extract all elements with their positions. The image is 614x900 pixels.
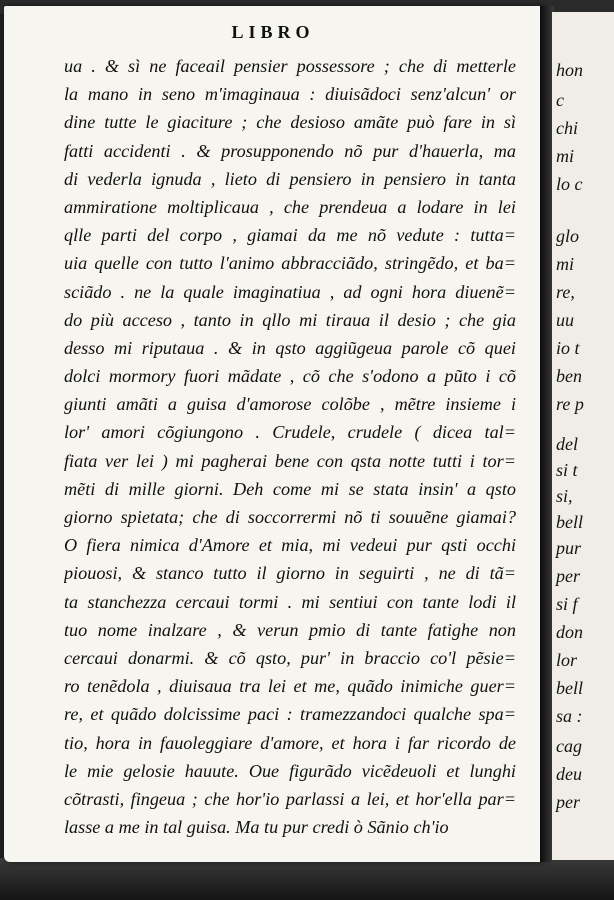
facing-page-fragment: re p [556, 394, 584, 414]
facing-page-fragment: per [556, 566, 580, 586]
facing-page-fragment: del [556, 434, 578, 454]
text-line: piouosi, & stanco tutto il giorno in seguirti , ne di tã= [64, 563, 516, 584]
text-line: ammiratione moltiplicaua , che prendeua a lodare in lei [64, 196, 516, 217]
text-line: tio, hora in fauoleggiare d'amore, et hora i far ricordo de [64, 732, 516, 753]
facing-page-fragment: mi [556, 254, 574, 274]
text-line: la mano in seno m'imaginaua : diuisãdoci senz'alcun' or [64, 84, 516, 105]
text-line: re, et quãdo dolcissime paci : tramezzandoci qualche spa= [64, 704, 516, 725]
text-line: tuo nome inalzare , & verun pmio di tante fatighe non [64, 619, 516, 640]
facing-page-fragment: si, [556, 486, 573, 506]
facing-page-fragment: hon [556, 60, 583, 80]
text-line: giorno spietata; che di soccorrermi nõ ti souuẽne giamai? [64, 507, 516, 527]
running-head: LIBRO [231, 22, 315, 42]
facing-page-fragment: glo [556, 226, 580, 246]
scan-border-bottom [0, 858, 614, 900]
facing-page-fragment: uu [556, 310, 574, 330]
text-line: cõtrasti, fingeua ; che hor'io parlassi a lei, et hor'ella par= [64, 788, 516, 809]
facing-page-fragment: bell [556, 512, 583, 532]
text-line: mẽti di mille giorni. Deh come mi se stata insin' a qsto [64, 478, 516, 499]
text-line: giunti amãti a guisa d'amorose colõbe , mẽtre insieme i [64, 394, 516, 415]
facing-page-edge [552, 12, 614, 860]
facing-page-fragment: sa : [556, 706, 583, 726]
text-line: fiata ver lei ) mi pagherai bene con qsta notte tutti i tor= [64, 450, 516, 471]
text-line: ta stanchezza cercaui tormi . mi sentiui con tante lodi il [64, 591, 516, 612]
facing-page-fragment: don [556, 622, 583, 642]
facing-page-fragment: deu [556, 764, 582, 784]
facing-page-fragment: pur [556, 538, 582, 558]
facing-page-fragment: per [556, 792, 580, 812]
facing-page-fragment: lor [556, 650, 578, 670]
text-line: cercaui donarmi. & cõ qsto, pur' in braccio co'l pẽsie= [64, 647, 516, 668]
facing-page-fragment: cag [556, 736, 582, 756]
text-line: di vederla ignuda , lieto di pensiero in pensiero in tanta [64, 168, 516, 189]
facing-page-fragment: si f [556, 594, 578, 614]
text-line: ua . & sì ne faceail pensier possessore ; che di metterle [64, 56, 516, 76]
text-line: sciãdo . ne la quale imaginatiua , ad ogni hora diuenẽ= [64, 281, 516, 302]
facing-page-fragment: chi [556, 118, 578, 138]
facing-page-fragment: mi [556, 146, 574, 166]
text-line: uia quelle con tutto l'animo abbracciãdo, stringẽdo, et ba= [64, 253, 516, 274]
text-line: le mie gelosie hauute. Oue figurãdo vicẽdeuoli et lunghi [64, 760, 516, 781]
text-line: desso mi riputaua . & in qsto aggiũgeua parole cõ quei [64, 337, 516, 358]
text-line: dolci mormory fuori mãdate , cõ che s'odono a pũto i cõ [64, 366, 516, 387]
book-page [4, 6, 542, 862]
text-line: do più acceso , tanto in qllo mi tiraua il desio ; che gia [64, 309, 516, 330]
text-line: lor' amori cõgiungono . Crudele, crudele ( dicea tal= [64, 422, 516, 443]
facing-page-fragment: lo c [556, 174, 583, 194]
facing-page-fragment: bell [556, 678, 583, 698]
text-line: qlle parti del corpo , giamai da me nõ vedute : tutta= [64, 225, 516, 246]
text-line: O fiera nimica d'Amore et mia, mi vedeui pur qsti occhi [64, 535, 516, 556]
facing-page-fragment: ben [556, 366, 582, 386]
text-line: lasse a me in tal guisa. Ma tu pur credi ò Sãnio ch'io [64, 817, 449, 838]
text-line: fatti accidenti . & prosupponendo nõ pur d'hauerla, ma [64, 140, 516, 161]
facing-page-fragment: c [556, 90, 564, 110]
facing-page-fragment: si t [556, 460, 578, 480]
text-line: ro tenẽdola , diuisaua tra lei et me, quãdo inimiche guer= [64, 676, 516, 697]
text-block [64, 52, 516, 841]
text-line: dine tutte le giaciture ; che desioso amãte può fare in sì [64, 112, 516, 133]
facing-page-fragment: re, [556, 282, 575, 302]
facing-page-fragment: io t [556, 338, 580, 358]
